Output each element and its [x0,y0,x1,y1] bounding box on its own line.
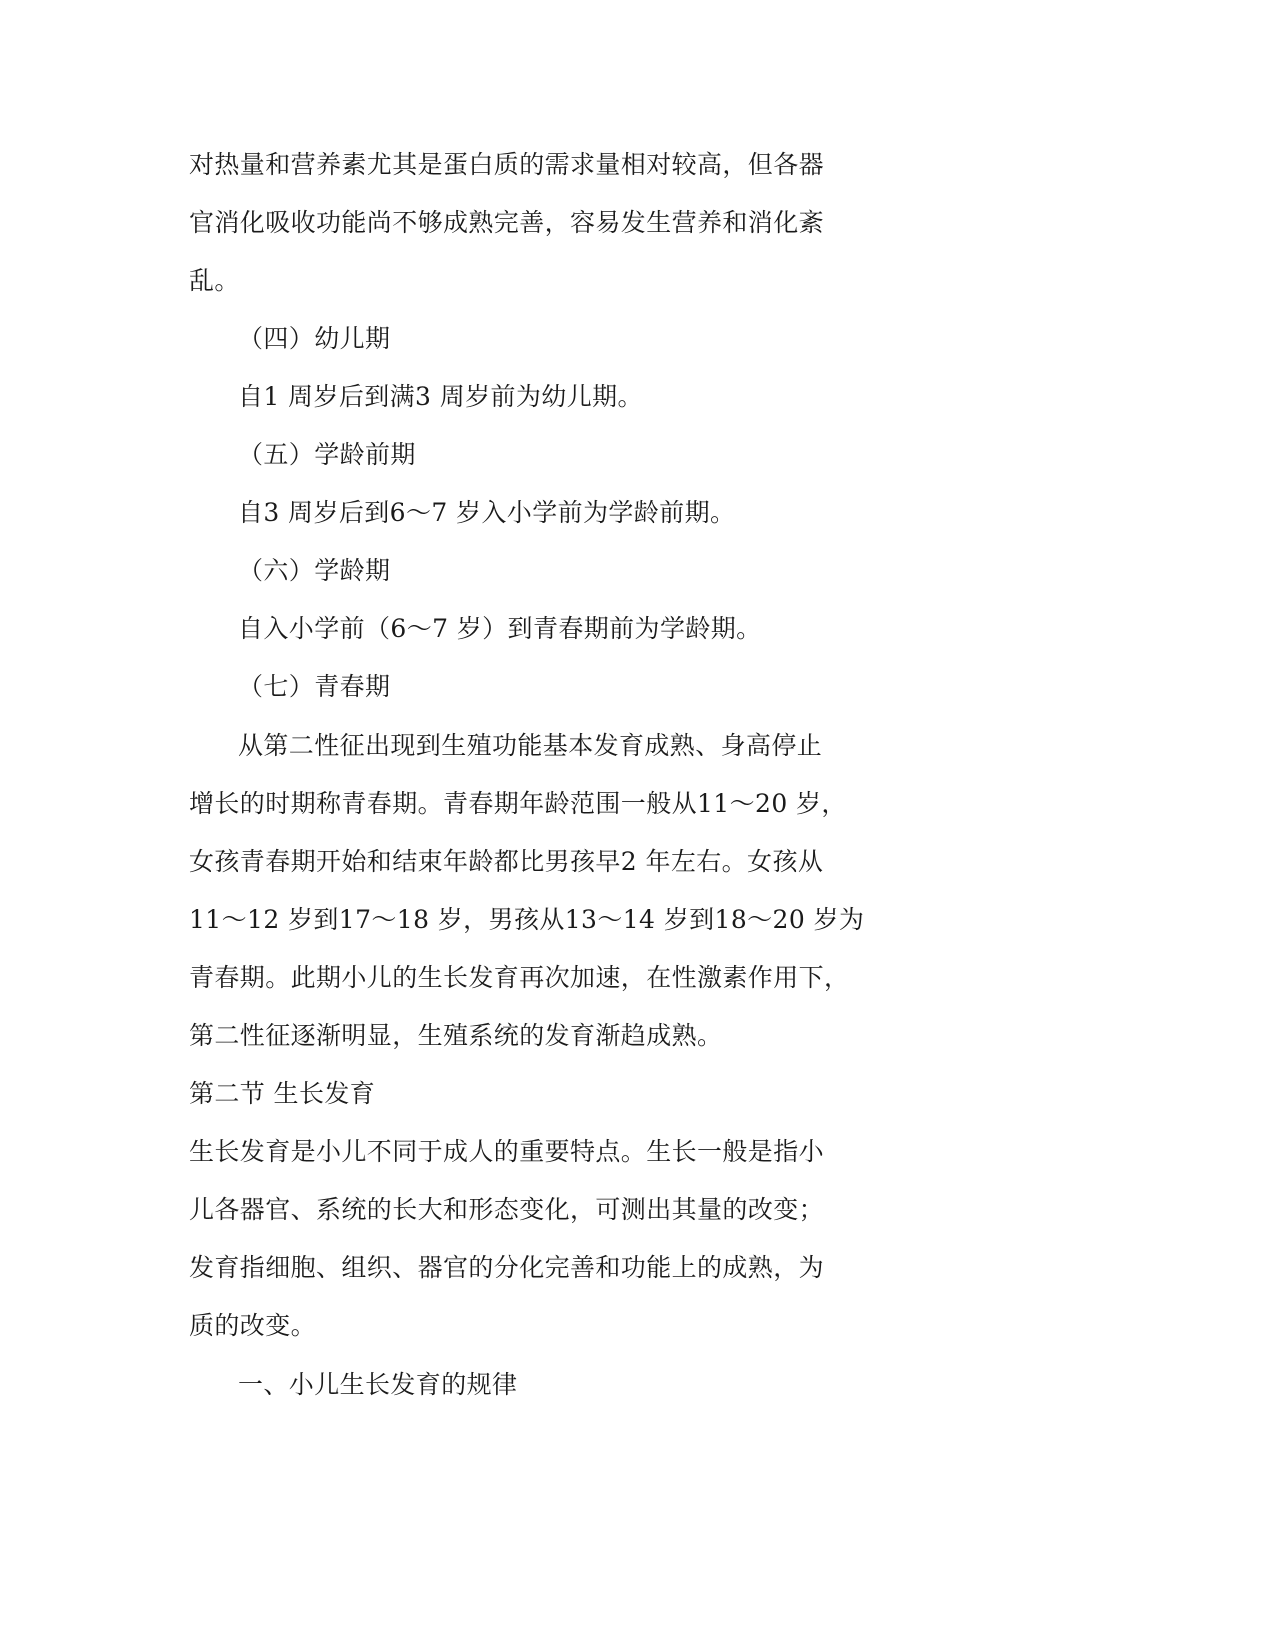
section-heading-4: （四）幼儿期 [238,324,391,353]
paragraph-line: 乱。 [189,266,240,295]
paragraph-line: 生长发育是小儿不同于成人的重要特点。生长一般是指小 [189,1137,825,1166]
section-heading-6: （六）学龄期 [238,556,391,585]
paragraph-line: 增长的时期称青春期。青春期年龄范围一般从11～20 岁， [189,789,847,818]
section-heading-7: （七）青春期 [238,672,391,701]
paragraph-line: 发育指细胞、组织、器官的分化完善和功能上的成熟，为 [189,1253,825,1282]
paragraph-line: 青春期。此期小儿的生长发育再次加速，在性激素作用下， [189,963,850,992]
paragraph-line: 自入小学前（6～7 岁）到青春期前为学龄期。 [238,614,762,643]
paragraph-line: 儿各器官、系统的长大和形态变化，可测出其量的改变； [189,1195,825,1224]
chapter-section-title: 第二节 生长发育 [189,1079,376,1108]
paragraph-line: 质的改变。 [189,1311,317,1340]
paragraph-line: 女孩青春期开始和结束年龄都比男孩早2 年左右。女孩从 [189,847,824,876]
paragraph-line: 11～12 岁到17～18 岁，男孩从13～14 岁到18～20 岁为 [189,905,865,934]
paragraph-line: 第二性征逐渐明显，生殖系统的发育渐趋成熟。 [189,1021,723,1050]
paragraph-line: 官消化吸收功能尚不够成熟完善，容易发生营养和消化紊 [189,208,825,237]
paragraph-line: 从第二性征出现到生殖功能基本发育成熟、身高停止 [238,731,823,760]
section-heading-5: （五）学龄前期 [238,440,416,469]
paragraph-line: 自1 周岁后到满3 周岁前为幼儿期。 [238,382,643,411]
paragraph-line: 对热量和营养素尤其是蛋白质的需求量相对较高，但各器 [189,150,825,179]
paragraph-line: 自3 周岁后到6～7 岁入小学前为学龄前期。 [238,498,736,527]
subsection-heading: 一、小儿生长发育的规律 [238,1370,518,1399]
